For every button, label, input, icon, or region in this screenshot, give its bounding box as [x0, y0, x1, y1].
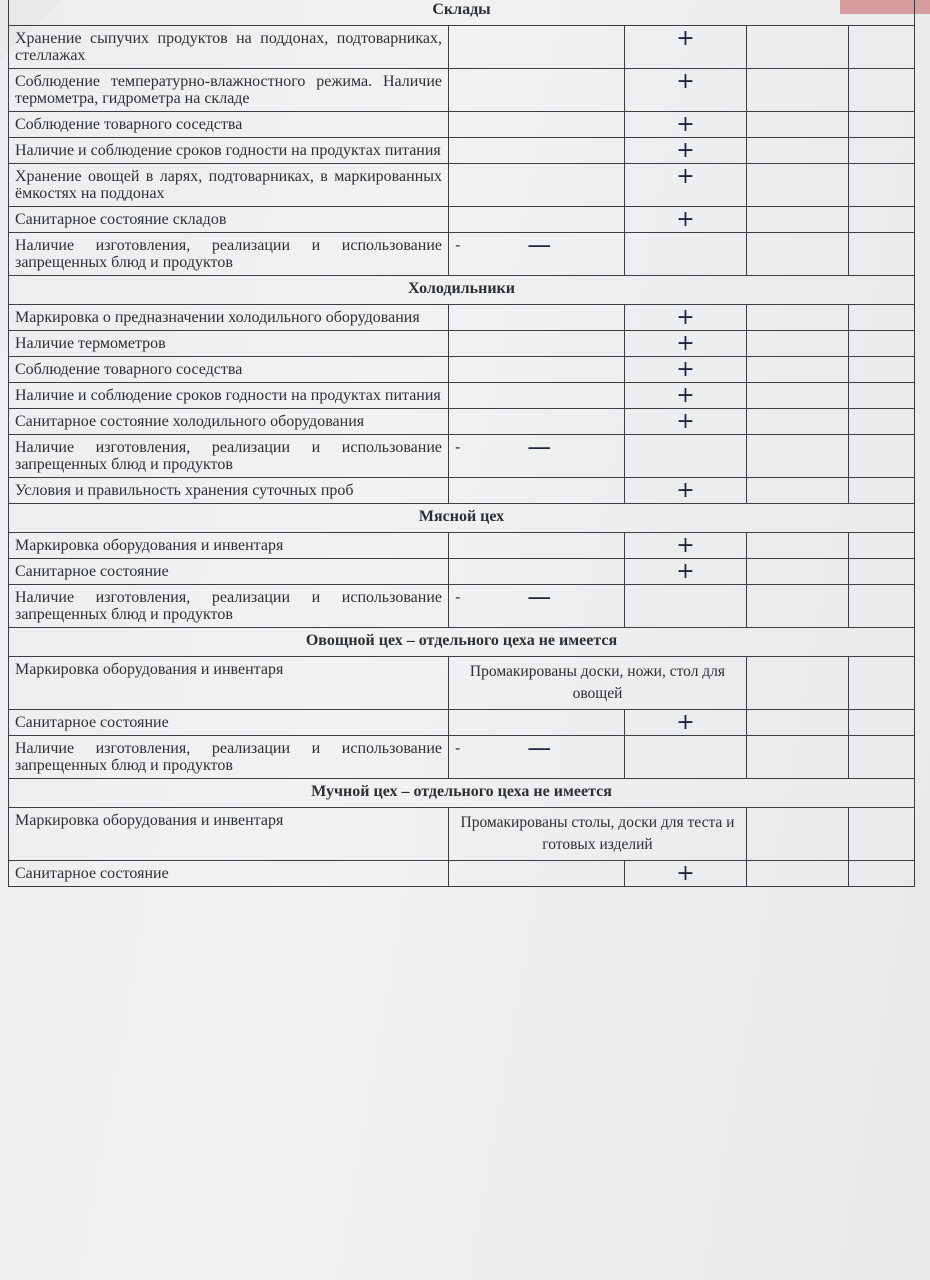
- empty-cell: [849, 383, 915, 409]
- inspection-checklist-table: [8, 0, 915, 887]
- table-row: [9, 138, 915, 164]
- empty-cell: [747, 585, 849, 628]
- empty-cell: [747, 233, 849, 276]
- handwritten-dash-mark: —: [527, 583, 552, 611]
- remark-cell: [449, 112, 625, 138]
- empty-cell: [849, 112, 915, 138]
- empty-cell: [849, 331, 915, 357]
- empty-cell: [747, 357, 849, 383]
- remark-cell: [449, 69, 625, 112]
- empty-cell: [849, 736, 915, 779]
- table-row: [9, 357, 915, 383]
- empty-cell: [849, 138, 915, 164]
- empty-cell: [849, 585, 915, 628]
- criterion-label: Соблюдение температурно-влажностного режима. Наличие термометра, гидрометра на складе: [9, 69, 449, 112]
- empty-cell: [849, 233, 915, 276]
- handwritten-plus-mark: +: [625, 164, 747, 207]
- empty-cell: [849, 657, 915, 710]
- section-header-row: [9, 0, 915, 26]
- printed-dash: -: [455, 739, 461, 757]
- remark-cell: [449, 736, 625, 779]
- table-row: [9, 736, 915, 779]
- empty-cell: [747, 331, 849, 357]
- empty-cell: [747, 138, 849, 164]
- remark-cell: [449, 478, 625, 504]
- handwritten-plus-mark: +: [625, 533, 747, 559]
- table-row: [9, 559, 915, 585]
- empty-cell: [849, 478, 915, 504]
- empty-cell: [849, 69, 915, 112]
- empty-cell: [747, 435, 849, 478]
- remark-cell: [449, 331, 625, 357]
- handwritten-dash-mark: —: [527, 433, 552, 461]
- remark-cell: [449, 710, 625, 736]
- empty-cell: [747, 26, 849, 69]
- empty-cell: [747, 533, 849, 559]
- section-header-row: [9, 628, 915, 657]
- empty-cell: [849, 808, 915, 861]
- criterion-label: Санитарное состояние: [9, 861, 449, 887]
- empty-cell: [849, 861, 915, 887]
- criterion-label: Условия и правильность хранения суточных проб: [9, 478, 449, 504]
- printed-dash: -: [455, 588, 461, 606]
- criterion-label: Наличие и соблюдение сроков годности на продуктах питания: [9, 383, 449, 409]
- remark-cell: [449, 533, 625, 559]
- handwritten-dash-mark: —: [527, 231, 552, 259]
- table-row: [9, 112, 915, 138]
- empty-cell: [849, 357, 915, 383]
- empty-cell: [849, 305, 915, 331]
- criterion-label: Наличие изготовления, реализации и использование запрещенных блюд и продуктов: [9, 233, 449, 276]
- section-header-row: [9, 276, 915, 305]
- handwritten-dash-mark: —: [527, 734, 552, 762]
- section-title: Мучной цех – отдельного цеха не имеется: [9, 779, 915, 808]
- criterion-label: Соблюдение товарного соседства: [9, 357, 449, 383]
- table-row: [9, 26, 915, 69]
- table-row: [9, 409, 915, 435]
- empty-cell: [747, 409, 849, 435]
- empty-cell: [747, 112, 849, 138]
- empty-cell: [747, 559, 849, 585]
- empty-cell: [747, 657, 849, 710]
- checklist-body: [9, 0, 915, 887]
- handwritten-plus-mark: [625, 736, 747, 779]
- empty-cell: [747, 736, 849, 779]
- criterion-label: Маркировка о предназначении холодильного оборудования: [9, 305, 449, 331]
- section-header-row: [9, 504, 915, 533]
- empty-cell: [849, 435, 915, 478]
- empty-cell: [747, 478, 849, 504]
- table-row: [9, 305, 915, 331]
- handwritten-plus-mark: +: [625, 383, 747, 409]
- criterion-label: Хранение овощей в ларях, подтоварниках, в маркированных ёмкостях на поддонах: [9, 164, 449, 207]
- remark-cell: [449, 207, 625, 233]
- criterion-label: Санитарное состояние: [9, 559, 449, 585]
- table-row: [9, 164, 915, 207]
- table-row: [9, 861, 915, 887]
- remark-cell: [449, 559, 625, 585]
- criterion-label: Маркировка оборудования и инвентаря: [9, 533, 449, 559]
- empty-cell: [747, 710, 849, 736]
- empty-cell: [747, 808, 849, 861]
- handwritten-plus-mark: +: [625, 26, 747, 69]
- table-row: [9, 383, 915, 409]
- section-title: Склады: [9, 0, 915, 26]
- remark-cell: [449, 164, 625, 207]
- table-row: [9, 233, 915, 276]
- table-row: [9, 710, 915, 736]
- handwritten-plus-mark: +: [625, 207, 747, 233]
- criterion-label: Санитарное состояние холодильного оборудования: [9, 409, 449, 435]
- printed-dash: -: [455, 438, 461, 456]
- remark-cell: [449, 383, 625, 409]
- criterion-label: Санитарное состояние: [9, 710, 449, 736]
- table-row: [9, 478, 915, 504]
- remark-cell: [449, 26, 625, 69]
- remark-cell: Промакированы столы, доски для теста и готовых изделий: [449, 808, 747, 861]
- table-row: [9, 808, 915, 861]
- handwritten-plus-mark: +: [625, 559, 747, 585]
- empty-cell: [747, 861, 849, 887]
- handwritten-plus-mark: +: [625, 861, 747, 887]
- remark-cell: [449, 435, 625, 478]
- empty-cell: [747, 207, 849, 233]
- criterion-label: Наличие и соблюдение сроков годности на продуктах питания: [9, 138, 449, 164]
- table-row: [9, 533, 915, 559]
- empty-cell: [849, 207, 915, 233]
- section-title: Мясной цех: [9, 504, 915, 533]
- empty-cell: [849, 559, 915, 585]
- section-title: Холодильники: [9, 276, 915, 305]
- handwritten-plus-mark: [625, 585, 747, 628]
- criterion-label: Маркировка оборудования и инвентаря: [9, 808, 449, 861]
- remark-cell: [449, 305, 625, 331]
- handwritten-plus-mark: [625, 233, 747, 276]
- criterion-label: Соблюдение товарного соседства: [9, 112, 449, 138]
- remark-cell: [449, 585, 625, 628]
- empty-cell: [849, 164, 915, 207]
- criterion-label: Наличие изготовления, реализации и использование запрещенных блюд и продуктов: [9, 736, 449, 779]
- table-row: [9, 69, 915, 112]
- printed-dash: -: [455, 236, 461, 254]
- remark-cell: [449, 357, 625, 383]
- empty-cell: [747, 383, 849, 409]
- criterion-label: Наличие изготовления, реализации и использование запрещенных блюд и продуктов: [9, 585, 449, 628]
- table-row: [9, 207, 915, 233]
- handwritten-plus-mark: +: [625, 409, 747, 435]
- criterion-label: Маркировка оборудования и инвентаря: [9, 657, 449, 710]
- criterion-label: Наличие изготовления, реализации и использование запрещенных блюд и продуктов: [9, 435, 449, 478]
- handwritten-plus-mark: +: [625, 331, 747, 357]
- handwritten-plus-mark: +: [625, 305, 747, 331]
- section-header-row: [9, 779, 915, 808]
- table-row: [9, 435, 915, 478]
- remark-cell: [449, 861, 625, 887]
- empty-cell: [747, 164, 849, 207]
- section-title: Овощной цех – отдельного цеха не имеется: [9, 628, 915, 657]
- remark-cell: [449, 409, 625, 435]
- handwritten-plus-mark: +: [625, 138, 747, 164]
- table-row: [9, 657, 915, 710]
- criterion-label: Санитарное состояние складов: [9, 207, 449, 233]
- handwritten-plus-mark: +: [625, 112, 747, 138]
- criterion-label: Хранение сыпучих продуктов на поддонах, подтоварниках, стеллажах: [9, 26, 449, 69]
- empty-cell: [849, 409, 915, 435]
- empty-cell: [849, 26, 915, 69]
- empty-cell: [747, 305, 849, 331]
- table-row: [9, 585, 915, 628]
- remark-cell: Промакированы доски, ножи, стол для овощей: [449, 657, 747, 710]
- handwritten-plus-mark: +: [625, 69, 747, 112]
- remark-cell: [449, 233, 625, 276]
- empty-cell: [849, 533, 915, 559]
- handwritten-plus-mark: +: [625, 478, 747, 504]
- handwritten-plus-mark: +: [625, 357, 747, 383]
- remark-cell: [449, 138, 625, 164]
- empty-cell: [849, 710, 915, 736]
- handwritten-plus-mark: +: [625, 710, 747, 736]
- empty-cell: [747, 69, 849, 112]
- criterion-label: Наличие термометров: [9, 331, 449, 357]
- handwritten-plus-mark: [625, 435, 747, 478]
- table-row: [9, 331, 915, 357]
